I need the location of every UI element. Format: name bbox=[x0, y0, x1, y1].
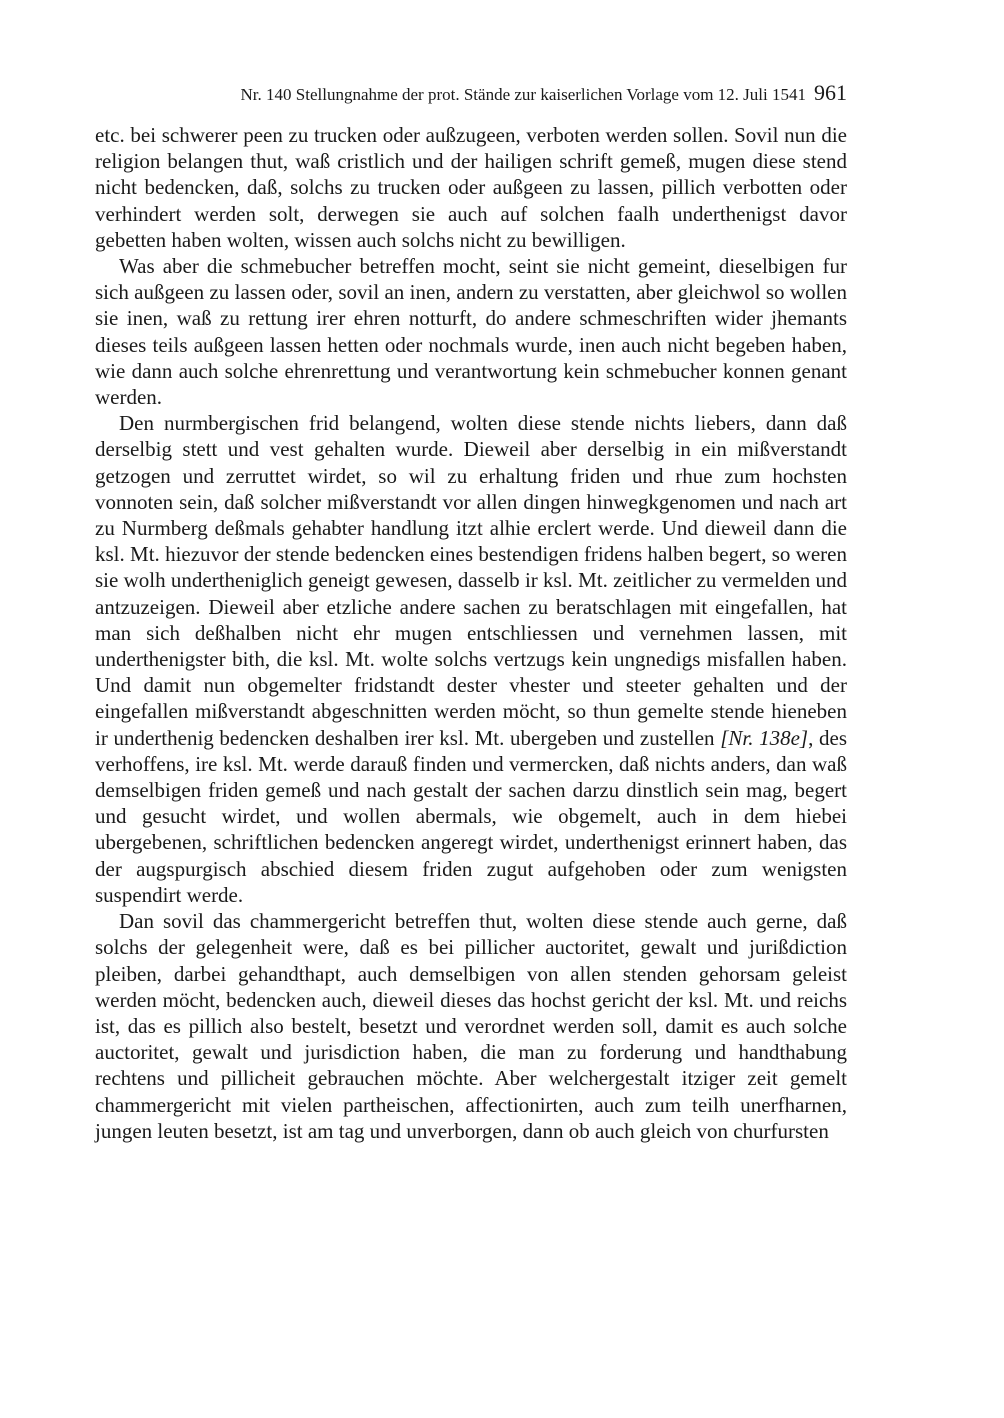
running-title: Nr. 140 Stellungnahme der prot. Stände zur kaiserlichen Vorlage vom 12. Juli 1541 bbox=[240, 85, 806, 104]
running-header bbox=[95, 78, 847, 108]
paragraph-1 bbox=[95, 122, 847, 253]
cross-reference: [Nr. 138e] bbox=[720, 725, 809, 750]
body-text bbox=[95, 122, 847, 1144]
document-page bbox=[95, 78, 847, 1144]
paragraph-4 bbox=[95, 908, 847, 1144]
paragraph-3 bbox=[95, 410, 847, 908]
paragraph-2 bbox=[95, 253, 847, 410]
paragraph-text: , des verhoffens, ire ksl. Mt. werde darauß finden und vermercken, daß nichts anders, dan waß demselbigen friden gemeß und nach gestalt der sachen darzu dinstlich sein mag, begert und gesucht wirdet, und wollen abermals, wie obgemelt, auch in dem hiebei ubergebenen, schriftlichen bedencken angeregt wirdet, underthenigst erinnert haben, das der augspurgisch abschied diesem friden zugut aufgehoben oder zum wenigsten suspendirt werde. bbox=[95, 725, 847, 907]
paragraph-text: Dan sovil das chammergericht betreffen thut, wolten diese stende auch gerne, daß solchs der gelegenheit were, daß es bei pillicher auctoritet, gewalt und jurißdiction pleiben, darbei gehandthapt, auch demselbigen von allen stenden gehorsam geleist werden möcht, bedencken auch, dieweil dieses das hochst gericht der ksl. Mt. und reichs ist, das es pillich also bestelt, besetzt und verordnet werden soll, damit es auch solche auctoritet, gewalt und jurisdiction haben, die man zu forderung und handthabung rechtens und pillicheit gebrauchen möchte. Aber welchergestalt itziger zeit gemelt chammergericht mit vielen partheischen, affectionirten, auch zum teilh unerfharnen, jungen leuten besetzt, ist am tag und unverborgen, dann ob auch gleich von churfursten bbox=[95, 909, 847, 1143]
paragraph-text: Was aber die schmebucher betreffen mocht, seint sie nicht gemeint, dieselbigen fur sich außgeen zu lassen oder, sovil an inen, andern zu verstatten, aber gleichwol so wollen sie inen, waß zu rettung irer ehren notturft, do andere schmeschriften wider jhemants dieses teils außgeen lassen hetten oder nochmals wurde, inen auch nicht begeben haben, wie dann auch solche ehrenrettung und verantwortung kein schmebucher konnen genant werden. bbox=[95, 254, 847, 410]
paragraph-text: Den nurmbergischen frid belangend, wolten diese stende nichts liebers, dann daß derselbig stett und vest gehalten wurde. Dieweil aber derselbig in ein mißverstandt getzogen und zerruttet wirdet, so wil zu erhaltung friden und rhue zum hochsten vonnoten sein, daß solcher mißverstandt vor allen dingen hinwegkgenomen und nach art zu Nurmberg deßmals gehabter handlung itzt alhie erclert werde. Und dieweil dann die ksl. Mt. hiezuvor der stende bedencken eines bestendigen fridens halben begert, so weren sie wolh undertheniglich geneigt gewesen, dasselb ir ksl. Mt. zeitlicher zu vermelden und antzuzeigen. Dieweil aber etzliche andere sachen zu beratschlagen mit eingefallen, hat man sich deßhalben nicht ehr mugen entschliessen und vernehmen lassen, mit underthenigster bith, die ksl. Mt. wolte solchs vertzugs kein ungnedigs misfallen haben. Und damit nun obgemelter fridstandt dester vhester und steeter gehalten und der eingefallen mißverstandt abgeschnitten werden möcht, so thun gemelte stende hieneben ir underthenig bedencken deshalben irer ksl. Mt. ubergeben und zustellen bbox=[95, 411, 847, 750]
page-number: 961 bbox=[814, 80, 847, 105]
paragraph-text: etc. bei schwerer peen zu trucken oder außzugeen, verboten werden sollen. Sovil nun die religion belangen thut, waß cristlich und der hailigen schrift gemeß, mugen diese stend nicht bedencken, daß, solchs zu trucken oder außgeen zu lassen, pillich verbotten oder verhindert werden solt, derwegen sie auch auf solchen faalh underthenigst davor gebetten haben wolten, wissen auch solchs nicht zu bewilligen. bbox=[95, 123, 847, 252]
